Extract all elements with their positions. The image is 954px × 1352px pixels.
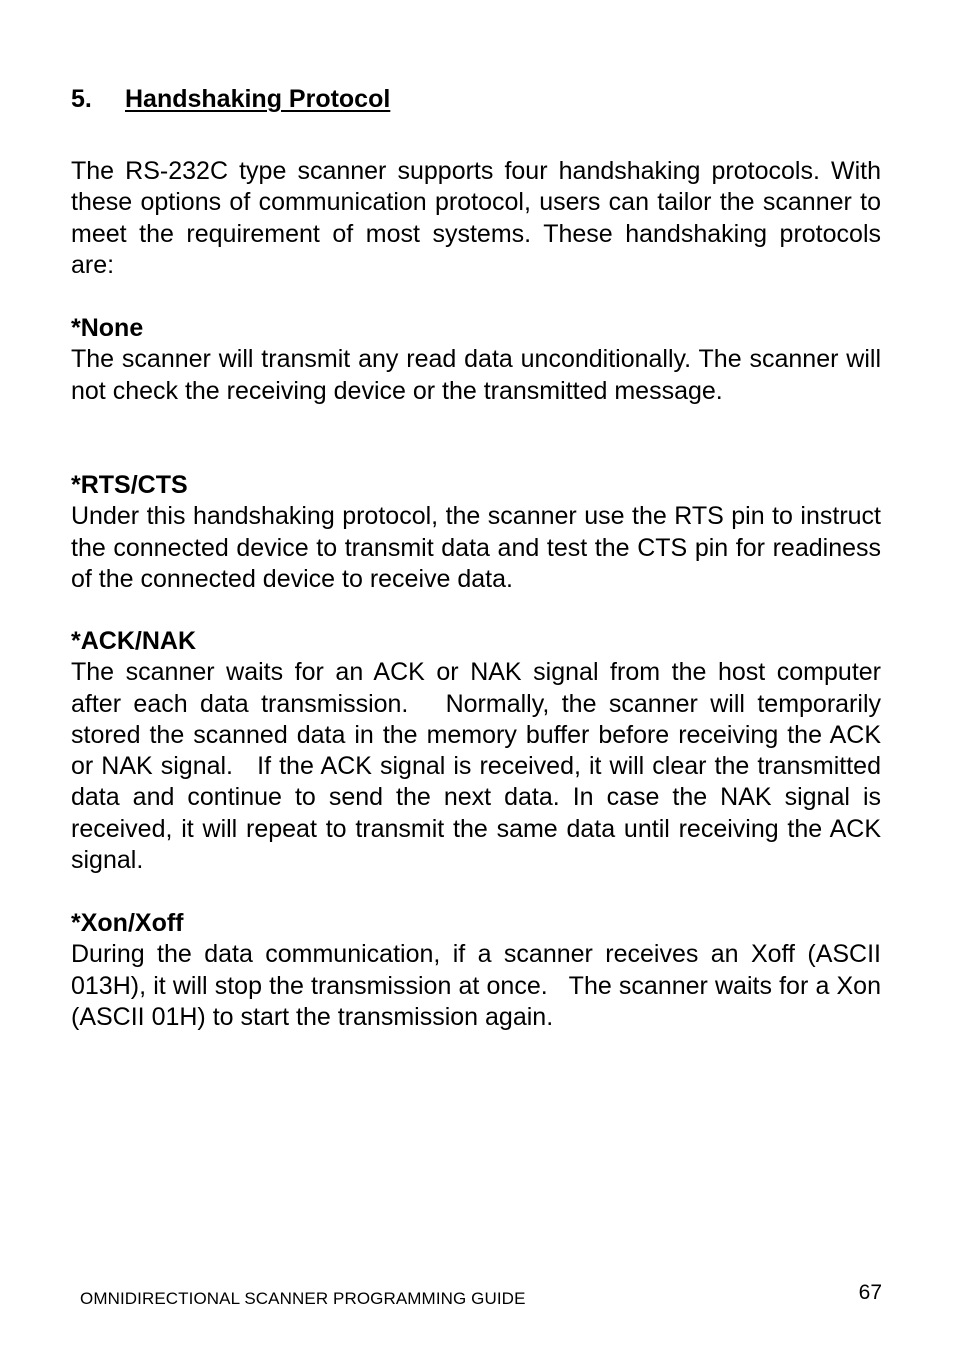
protocol-none-name: *None [71, 314, 144, 342]
protocol-ack-nak-description: The scanner waits for an ACK or NAK signal from the host computer after each data transmission. Normally, the scanner will temporarily stored the scanned data in the memory buffer before receiving the ACK or NAK signal. If the ACK signal is received, it will clear the transmitted data and continue to send the next data. In case the NAK signal is received, it will repeat to transmit the same data until receiving the ACK signal. [71, 658, 888, 875]
page-number: 67 [858, 1281, 882, 1304]
protocol-rts-cts [71, 470, 881, 595]
section-title: Handshaking Protocol [125, 85, 391, 113]
section-heading [71, 84, 390, 115]
protocol-rts-cts-description: Under this handshaking protocol, the scanner use the RTS pin to instruct the connected device to transmit data and test the CTS pin for readiness of the connected device to receive data. [71, 502, 881, 593]
protocol-none-description: The scanner will transmit any read data unconditionally. The scanner will not check the receiving device or the transmitted message. [71, 345, 881, 405]
protocol-ack-nak [71, 626, 888, 876]
section-number: 5. [71, 85, 92, 113]
intro-paragraph: The RS-232C type scanner supports four handshaking protocols. With these options of communication protocol, users can tailor the scanner to meet the requirement of most systems. These handshaking protocols are: [71, 157, 881, 279]
protocol-xon-xoff-description: During the data communication, if a scanner receives an Xoff (ASCII 013H), it will stop the transmission at once. The scanner waits for a Xon (ASCII 01H) to start the transmission again. [71, 940, 888, 1031]
protocol-ack-nak-name: *ACK/NAK [71, 627, 196, 655]
footer-title: OMNIDIRECTIONAL SCANNER PROGRAMMING GUIDE [80, 1289, 526, 1308]
protocol-rts-cts-name: *RTS/CTS [71, 471, 188, 499]
protocol-none [71, 313, 881, 407]
protocol-xon-xoff-name: *Xon/Xoff [71, 909, 184, 937]
intro-block [71, 156, 881, 281]
protocol-xon-xoff [71, 908, 888, 1033]
